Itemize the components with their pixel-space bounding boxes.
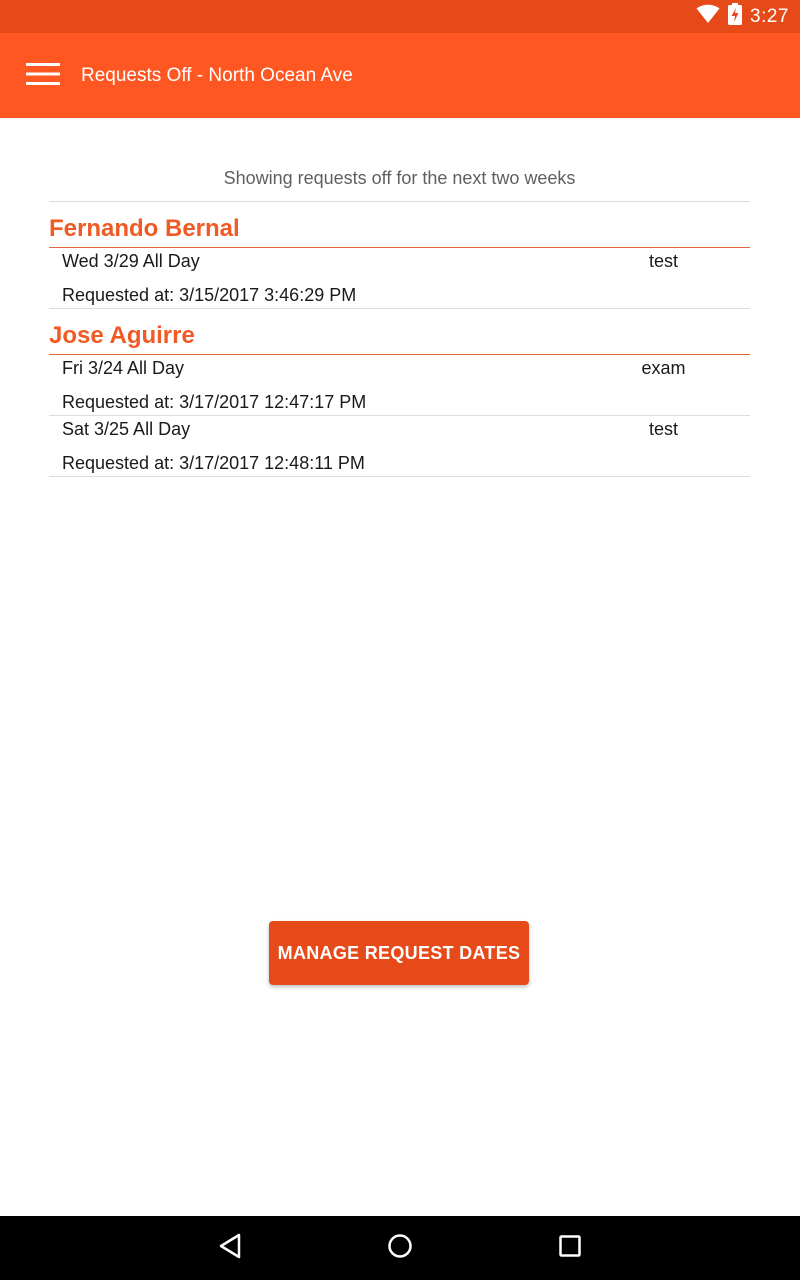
menu-button[interactable]: [18, 53, 68, 99]
home-icon: [387, 1233, 413, 1264]
employee-group: [49, 202, 750, 309]
request-reason: test: [648, 251, 678, 271]
app-bar: [0, 33, 800, 118]
request-item[interactable]: [49, 355, 750, 416]
request-reason: test: [648, 419, 678, 439]
back-button[interactable]: [210, 1228, 250, 1268]
manage-request-dates-button[interactable]: MANAGE REQUEST DATES: [269, 921, 529, 985]
request-reason: exam: [641, 358, 686, 378]
request-date: Sat 3/25 All Day: [62, 419, 191, 439]
status-icons: [696, 0, 789, 33]
page-title: Requests Off - North Ocean Ave: [81, 64, 353, 86]
recents-button[interactable]: [550, 1228, 590, 1268]
employee-name: Fernando Bernal: [49, 202, 750, 248]
request-timestamp: Requested at: 3/17/2017 12:47:17 PM: [62, 392, 367, 412]
hamburger-menu-icon: [26, 62, 60, 91]
back-icon: [218, 1233, 242, 1264]
request-timestamp: Requested at: 3/17/2017 12:48:11 PM: [62, 453, 365, 473]
wifi-icon: [696, 4, 720, 29]
home-button[interactable]: [380, 1228, 420, 1268]
employee-group: [49, 309, 750, 477]
recents-icon: [558, 1234, 582, 1263]
system-nav-bar: [0, 1216, 800, 1280]
request-item[interactable]: [49, 248, 750, 309]
requests-list: [49, 118, 750, 477]
battery-charging-icon: [728, 3, 742, 30]
status-bar: [0, 0, 800, 33]
employee-name: Jose Aguirre: [49, 309, 750, 355]
request-item[interactable]: [49, 416, 750, 477]
request-timestamp: Requested at: 3/15/2017 3:46:29 PM: [62, 285, 357, 305]
clock-time: 3:27: [750, 5, 789, 27]
request-date: Wed 3/29 All Day: [62, 251, 200, 271]
list-subtitle: Showing requests off for the next two weeks: [49, 168, 750, 202]
request-date: Fri 3/24 All Day: [62, 358, 185, 378]
